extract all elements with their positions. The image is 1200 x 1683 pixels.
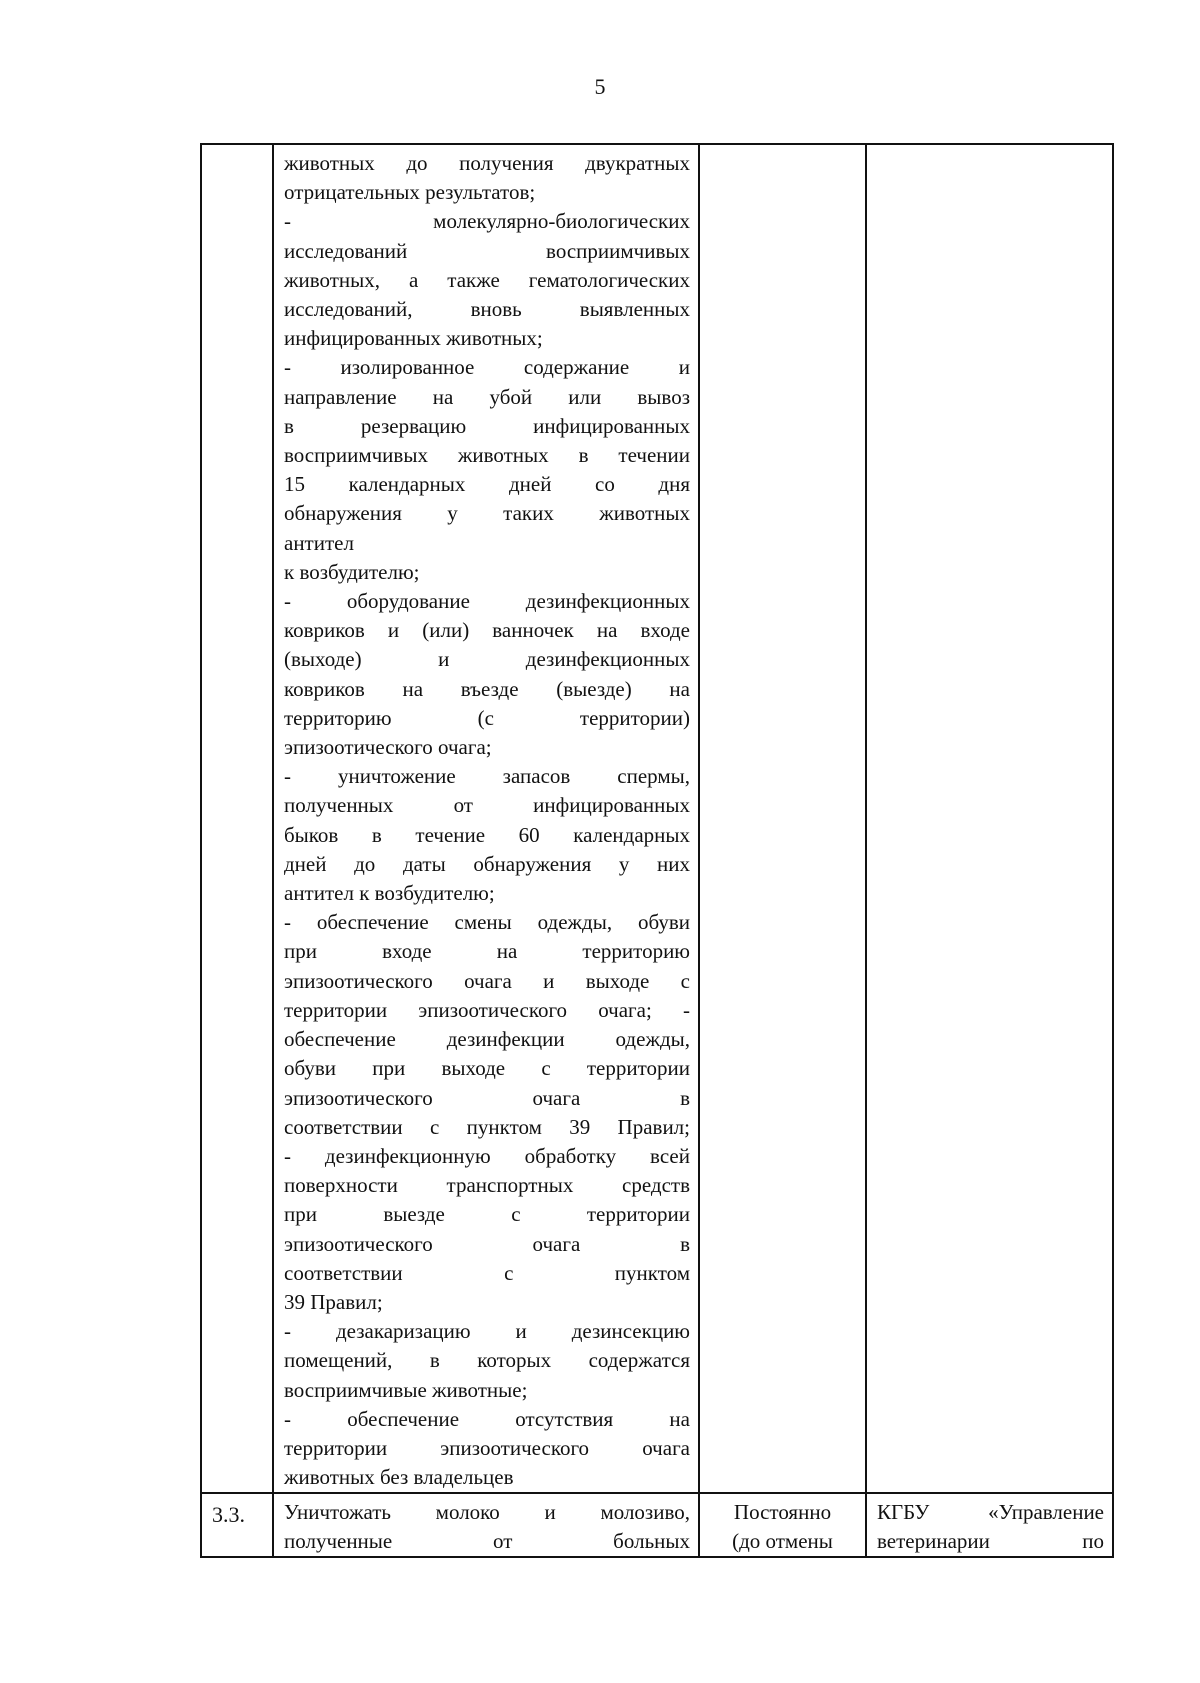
- text-line: - дезакаризацию и дезинсекцию: [284, 1319, 690, 1344]
- measures-table: [200, 143, 1114, 1558]
- text-line: 39 Правил;: [284, 1289, 383, 1314]
- item-responsible-line-2: ветеринарии по: [877, 1529, 1104, 1554]
- text-line: животных без владельцев: [284, 1465, 514, 1490]
- text-line: эпизоотического очага в: [284, 1085, 690, 1110]
- table-row-continuation: [201, 144, 1113, 1493]
- text-line: полученных от инфицированных: [284, 793, 690, 818]
- term-cell-empty: [699, 144, 866, 1493]
- text-line: обуви при выходе с территории: [284, 1056, 690, 1081]
- item-term-line-1: Постоянно: [733, 1500, 832, 1525]
- text-line: при выезде с территории: [284, 1202, 690, 1227]
- item-responsible-cell: [866, 1493, 1113, 1557]
- text-line: дней до даты обнаружения у них: [284, 851, 690, 876]
- item-responsible-line-1: КГБУ «Управление: [877, 1500, 1104, 1525]
- text-line: восприимчивых животных в течении: [284, 443, 690, 468]
- item-text-line-1: Уничтожать молоко и молозиво,: [284, 1500, 690, 1525]
- text-line: поверхности транспортных средств: [284, 1173, 690, 1198]
- measures-text-cell: [273, 144, 699, 1493]
- text-line: территории эпизоотического очага: [284, 1435, 690, 1460]
- text-line: - обеспечение смены одежды, обуви: [284, 910, 690, 935]
- text-line: к возбудителю;: [284, 559, 420, 584]
- text-line: (выходе) и дезинфекционных: [284, 647, 690, 672]
- text-line: обнаружения у таких животных: [284, 501, 690, 526]
- text-line: антител к возбудителю;: [284, 881, 495, 906]
- text-line: - изолированное содержание и: [284, 355, 690, 380]
- text-line: отрицательных результатов;: [284, 180, 536, 205]
- item-term-line-2: (до отмены: [732, 1529, 833, 1554]
- text-line: - оборудование дезинфекционных: [284, 589, 690, 614]
- text-line: при входе на территорию: [284, 939, 690, 964]
- number-cell-empty: [201, 144, 273, 1493]
- text-line: исследований, вновь выявленных: [284, 297, 690, 322]
- text-line: животных, а также гематологических: [284, 267, 690, 292]
- text-line: эпизоотического очага;: [284, 735, 492, 760]
- item-number-cell: [201, 1493, 273, 1557]
- text-line: - уничтожение запасов спермы,: [284, 764, 690, 789]
- text-line: направление на убой или вывоз: [284, 384, 690, 409]
- item-number: 3.3.: [212, 1502, 245, 1528]
- item-text-line-2: полученные от больных: [284, 1529, 690, 1554]
- item-term-cell: [699, 1493, 866, 1557]
- text-line: эпизоотического очага и выходе с: [284, 968, 690, 993]
- text-line: территорию (с территории): [284, 705, 690, 730]
- text-line: - обеспечение отсутствия на: [284, 1406, 690, 1431]
- text-line: - молекулярно-биологических: [284, 209, 690, 234]
- text-line: - дезинфекционную обработку всей: [284, 1143, 690, 1168]
- text-line: ковриков и (или) ванночек на входе: [284, 618, 690, 643]
- text-line: исследований восприимчивых: [284, 238, 690, 263]
- text-line: помещений, в которых содержатся: [284, 1348, 690, 1373]
- text-line: соответствии с пунктом: [284, 1260, 690, 1285]
- responsible-cell-empty: [866, 144, 1113, 1493]
- text-line: восприимчивые животные;: [284, 1377, 528, 1402]
- text-line: антител: [284, 530, 354, 555]
- text-line: обеспечение дезинфекции одежды,: [284, 1027, 690, 1052]
- text-line: соответствии с пунктом 39 Правил;: [284, 1114, 690, 1139]
- text-line: животных до получения двукратных: [284, 151, 690, 175]
- text-line: эпизоотического очага в: [284, 1231, 690, 1256]
- continuation-text: [274, 145, 698, 1492]
- page-number: 5: [594, 74, 606, 99]
- text-line: ковриков на въезде (выезде) на: [284, 676, 690, 701]
- text-line: в резервацию инфицированных: [284, 413, 690, 438]
- text-line: инфицированных животных;: [284, 326, 543, 351]
- text-line: 15 календарных дней со дня: [284, 472, 690, 497]
- text-line: территории эпизоотического очага; -: [284, 997, 690, 1022]
- item-text-cell: [273, 1493, 699, 1557]
- table-row-3-3: [201, 1493, 1113, 1557]
- text-line: быков в течение 60 календарных: [284, 822, 690, 847]
